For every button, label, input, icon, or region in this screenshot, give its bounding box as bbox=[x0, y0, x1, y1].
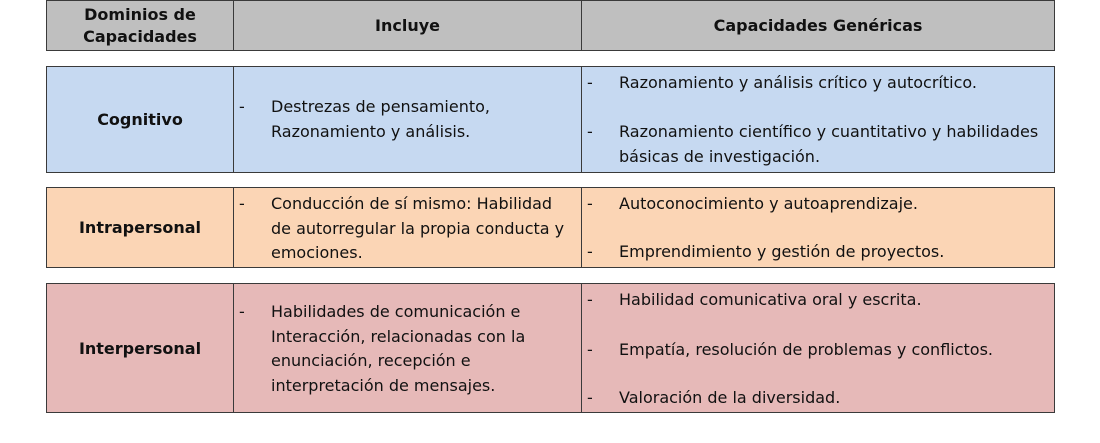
incluye-cognitivo bbox=[234, 67, 582, 172]
list-item bbox=[582, 192, 1050, 217]
header-capacidades-label: Capacidades Genéricas bbox=[713, 15, 923, 35]
bullet-marker: - bbox=[587, 340, 593, 359]
list-item-text: Razonamiento científico y cuantitativo y habilidades básicas de investigación. bbox=[619, 122, 1039, 166]
list-item bbox=[582, 120, 1050, 169]
header-incluye-label: Incluye bbox=[375, 15, 440, 35]
bullet-marker: - bbox=[587, 290, 593, 309]
domain-cognitivo bbox=[47, 67, 234, 172]
bullet-marker: - bbox=[587, 194, 593, 213]
list-item-text: Razonamiento y análisis crítico y autocrítico. bbox=[619, 73, 977, 92]
domain-interpersonal-label: Interpersonal bbox=[78, 338, 202, 358]
header-capacidades bbox=[582, 1, 1054, 50]
bullet-marker: - bbox=[587, 73, 593, 92]
list-item bbox=[582, 288, 1050, 313]
capacidades-intrapersonal bbox=[582, 188, 1054, 267]
incluye-interpersonal bbox=[234, 284, 582, 412]
list-item bbox=[582, 338, 1050, 363]
domain-intrapersonal bbox=[47, 188, 234, 267]
bullet-marker: - bbox=[587, 388, 593, 407]
row-cognitivo bbox=[46, 66, 1055, 173]
header-dominios bbox=[47, 1, 234, 50]
list-item-text: Destrezas de pensamiento, Razonamiento y análisis. bbox=[271, 97, 490, 141]
domain-interpersonal bbox=[47, 284, 234, 412]
bullet-marker: - bbox=[587, 122, 593, 141]
list-item bbox=[234, 300, 577, 398]
bullet-marker: - bbox=[587, 242, 593, 261]
list-item-text: Valoración de la diversidad. bbox=[619, 388, 841, 407]
list-item-text: Autoconocimiento y autoaprendizaje. bbox=[619, 194, 918, 213]
header-dominios-label: Dominios de Capacidades bbox=[83, 4, 197, 46]
list-item-text: Emprendimiento y gestión de proyectos. bbox=[619, 242, 945, 261]
list-item-text: Conducción de sí mismo: Habilidad de autorregular la propia conducta y emociones. bbox=[271, 194, 565, 262]
list-item bbox=[582, 240, 1050, 265]
list-item bbox=[234, 95, 577, 144]
header-incluye bbox=[234, 1, 582, 50]
list-item bbox=[582, 386, 1050, 411]
list-item-text: Habilidades de comunicación e Interacción, relacionadas con la enunciación, recepción e interpretación de mensajes. bbox=[271, 302, 526, 395]
table-header bbox=[46, 0, 1055, 51]
bullet-marker: - bbox=[239, 97, 245, 116]
list-item-text: Empatía, resolución de problemas y conflictos. bbox=[619, 340, 993, 359]
domain-intrapersonal-label: Intrapersonal bbox=[78, 218, 202, 237]
list-item bbox=[234, 192, 577, 266]
capacidades-cognitivo bbox=[582, 67, 1054, 172]
row-interpersonal bbox=[46, 283, 1055, 413]
domain-cognitivo-label: Cognitivo bbox=[97, 110, 183, 129]
bullet-marker: - bbox=[239, 302, 245, 321]
list-item bbox=[582, 71, 1050, 96]
bullet-marker: - bbox=[239, 194, 245, 213]
incluye-intrapersonal bbox=[234, 188, 582, 267]
list-item-text: Habilidad comunicativa oral y escrita. bbox=[619, 290, 922, 309]
row-intrapersonal bbox=[46, 187, 1055, 268]
capacidades-interpersonal bbox=[582, 284, 1054, 412]
